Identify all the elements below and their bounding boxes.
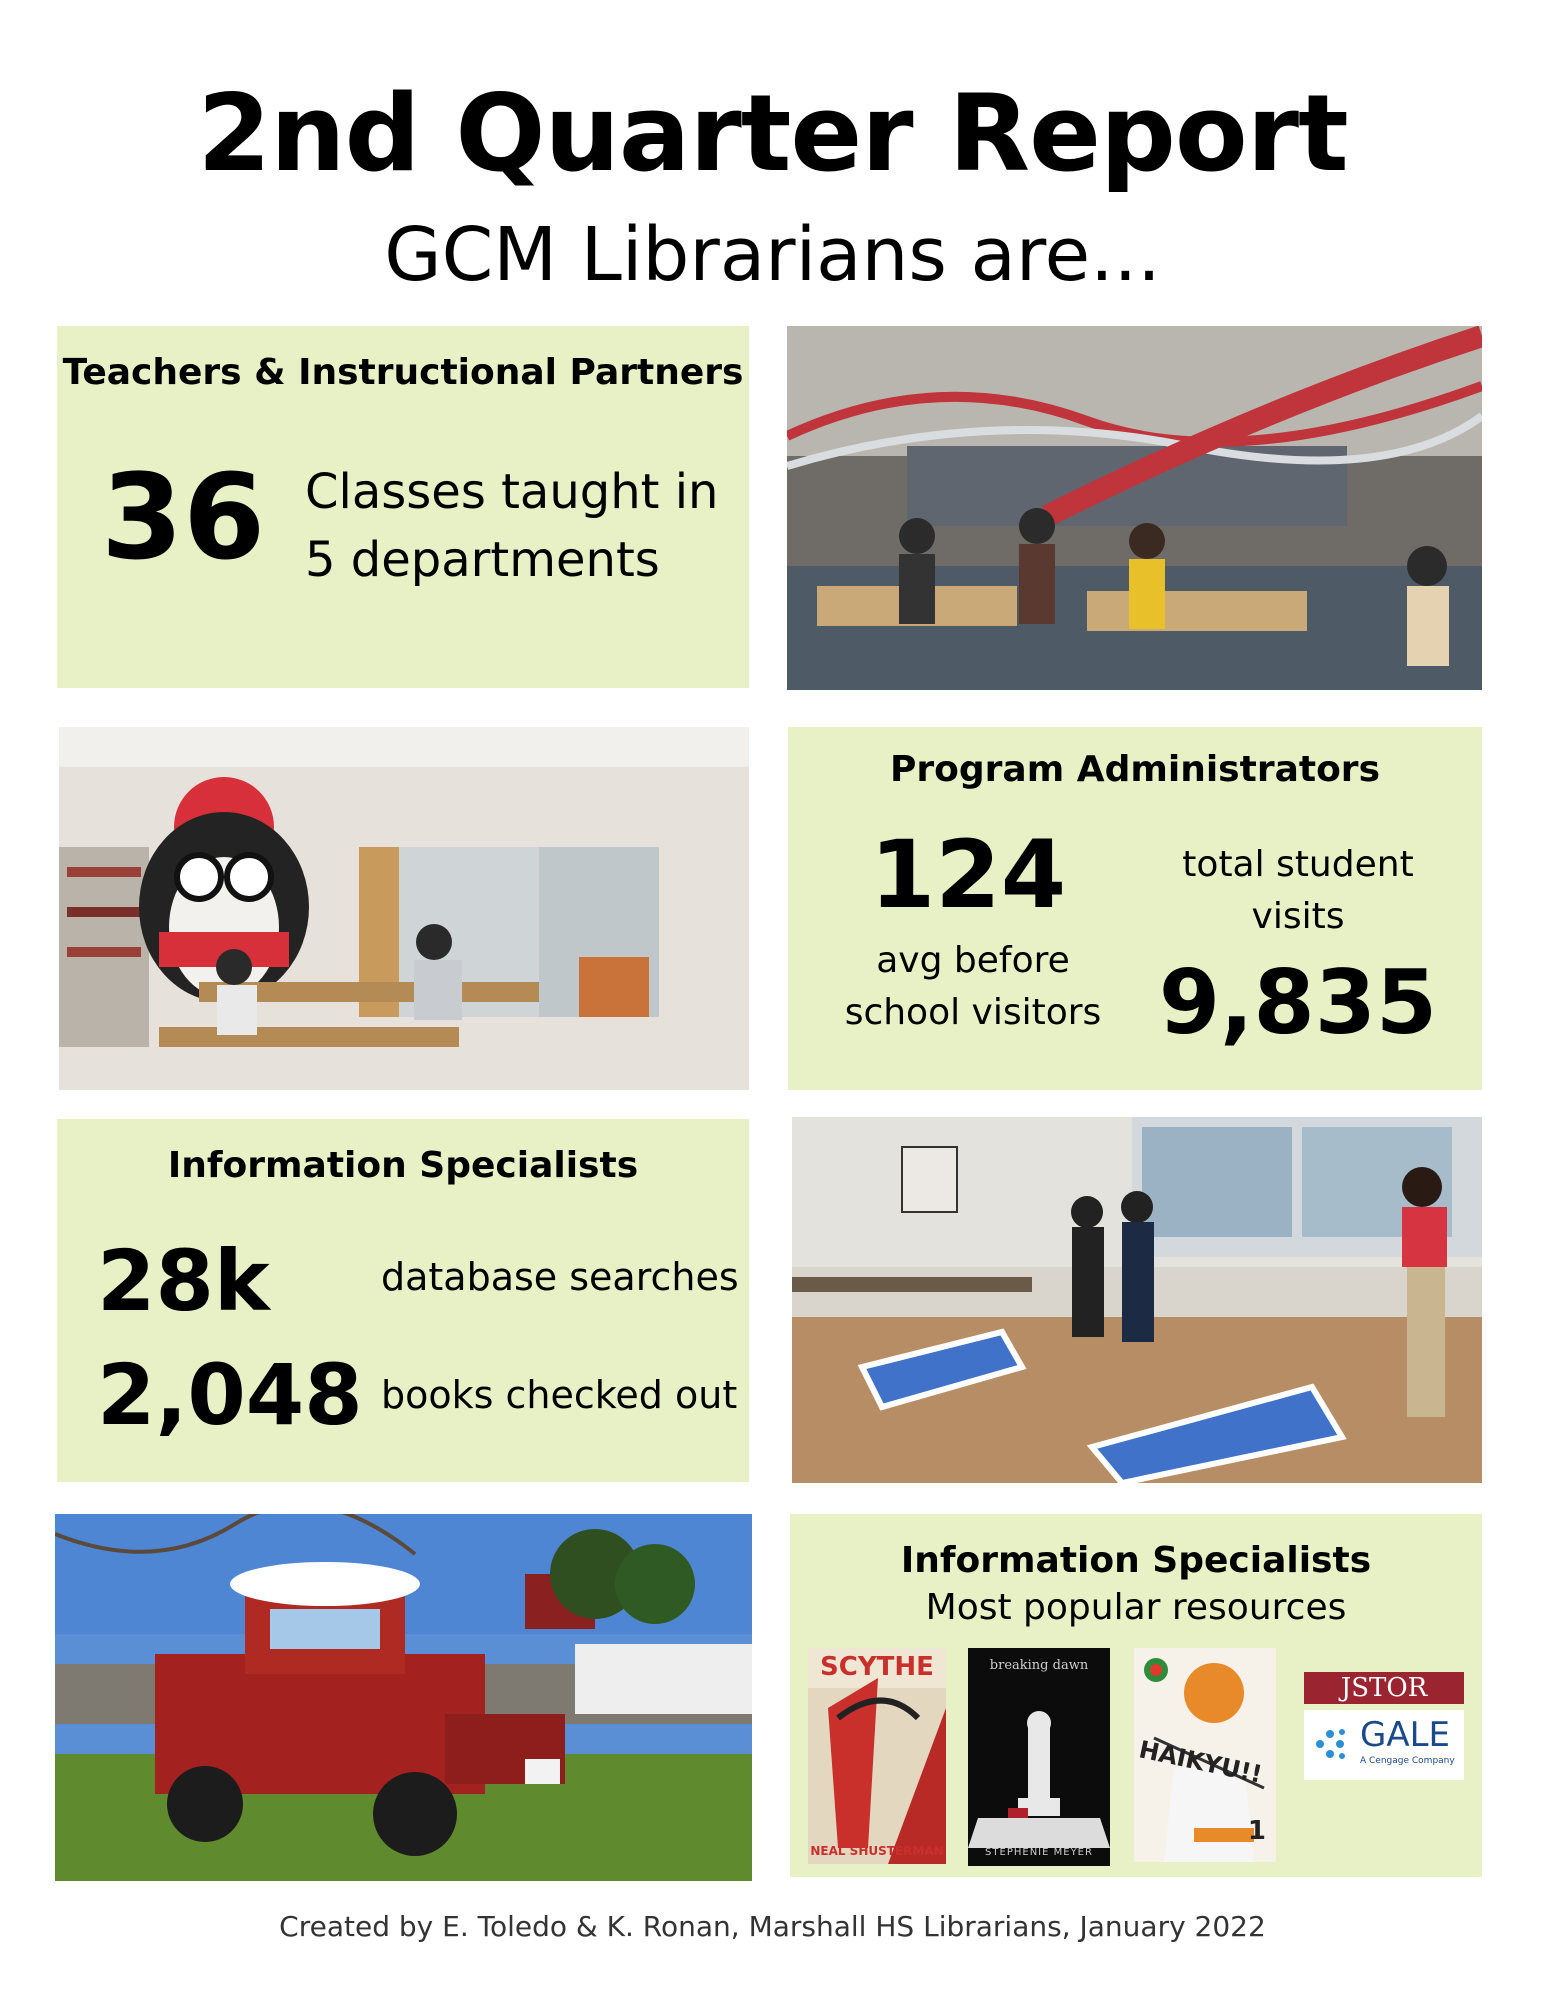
breaking-dawn-title: breaking dawn <box>989 1658 1089 1673</box>
avg-visitors-count: 124 <box>869 821 1067 930</box>
scythe-title: SCYTHE <box>820 1652 934 1682</box>
scythe-author: NEAL SHUSTERMAN <box>810 1844 944 1858</box>
cornhole-library-photo <box>792 1117 1482 1483</box>
total-visits-label-line1: total student <box>1182 844 1414 885</box>
teachers-heading: Teachers & Instructional Partners <box>62 352 744 393</box>
teachers-panel <box>57 326 749 688</box>
books-count: 2,048 <box>97 1346 363 1444</box>
book-cover-breaking-dawn <box>968 1648 1110 1866</box>
gale-logo <box>1304 1710 1464 1780</box>
program-admin-panel <box>788 727 1482 1090</box>
breaking-dawn-author: STEPHENIE MEYER <box>985 1847 1093 1858</box>
searches-count: 28k <box>97 1232 270 1330</box>
gale-mark-icon <box>1312 1724 1352 1764</box>
book-cover-scythe <box>808 1648 946 1864</box>
program-heading: Program Administrators <box>890 749 1380 790</box>
page-subtitle: GCM Librarians are... <box>384 212 1161 298</box>
resources-subheading: Most popular resources <box>925 1587 1347 1628</box>
total-visits-count: 9,835 <box>1158 951 1438 1054</box>
avg-visitors-label-line1: avg before <box>876 940 1070 981</box>
resources-heading: Information Specialists <box>900 1540 1372 1581</box>
footer-credit: Created by E. Toledo & K. Ronan, Marshall HS Librarians, January 2022 <box>279 1910 1266 1943</box>
classes-count: 36 <box>101 448 266 586</box>
books-label: books checked out <box>381 1373 738 1417</box>
haikyu-volume: 1 <box>1247 1816 1266 1846</box>
jstor-logo <box>1304 1672 1464 1704</box>
searches-label: database searches <box>381 1255 739 1299</box>
book-cover-haikyu <box>1134 1648 1276 1862</box>
popular-resources-panel <box>790 1514 1482 1877</box>
info-heading: Information Specialists <box>167 1145 639 1186</box>
classes-label-line2: 5 departments <box>305 532 660 588</box>
gale-logo-tagline: A Cengage Company <box>1360 1756 1455 1766</box>
avg-visitors-label-line2: school visitors <box>844 992 1102 1033</box>
library-penguin-photo <box>59 727 749 1090</box>
info-specialists-panel <box>57 1119 749 1482</box>
total-visits-label-line2: visits <box>1251 896 1345 937</box>
classes-label-line1: Classes taught in <box>305 464 719 520</box>
page-title: 2nd Quarter Report <box>197 72 1348 195</box>
red-truck-photo <box>55 1514 752 1881</box>
classroom-decorations-photo <box>787 326 1482 690</box>
gale-logo-text: GALE <box>1360 1715 1451 1755</box>
jstor-logo-text: JSTOR <box>1340 1673 1428 1703</box>
haikyu-title: HAIKYU!! <box>1136 1735 1265 1789</box>
